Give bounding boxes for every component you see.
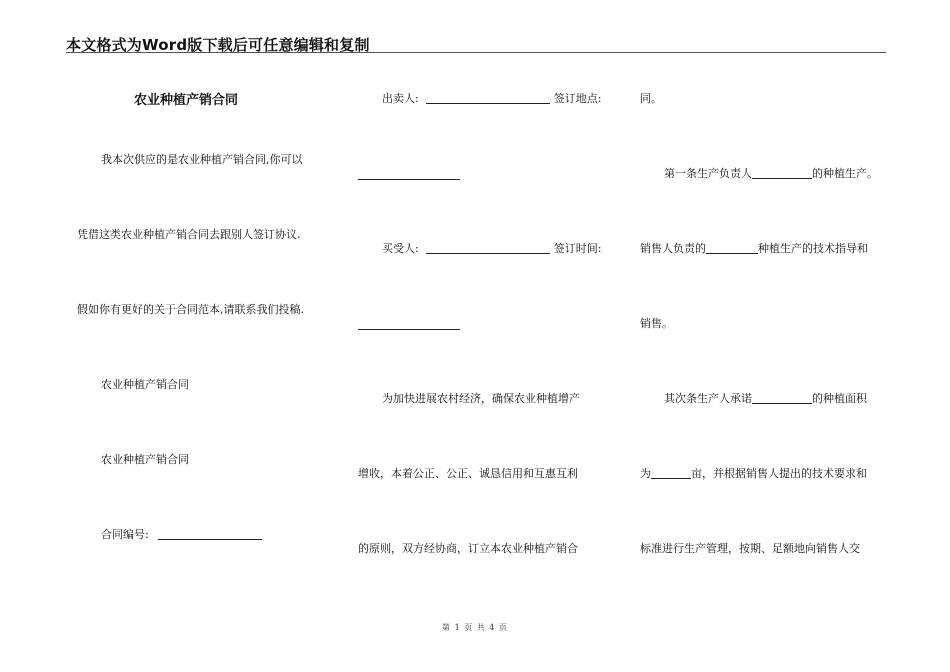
- article-2-text-a: 其次条生产人承诺: [664, 392, 752, 405]
- sign-place-blank: [358, 169, 460, 180]
- intro-line-2: 凭借这类农业种植产销合同去跟别人签订协议.: [77, 228, 301, 241]
- article-1-text-c: 销售人负责的: [640, 242, 706, 255]
- header-divider: [66, 52, 886, 53]
- article-2-text-b: 的种植面积: [812, 392, 867, 405]
- intro-line-1: 我本次供应的是农业种植产销合同,你可以: [101, 153, 303, 166]
- sign-place-blank-line: [358, 168, 460, 182]
- section-heading-2: 农业种植产销合同: [101, 453, 189, 466]
- article-2-blank-2: [651, 468, 691, 479]
- article-1-text-b: 的种植生产。: [812, 167, 878, 180]
- continuation-line: 同。: [640, 92, 662, 105]
- sign-time-blank-line: [358, 318, 460, 332]
- contract-number-label: 合同编号:: [101, 528, 149, 541]
- contract-number-blank: [158, 529, 262, 540]
- article-2-text-d: 亩，并根据销售人提出的技术要求和: [691, 467, 867, 480]
- article-1-line-1: [664, 167, 878, 181]
- article-2-line-2: [640, 467, 867, 481]
- seller-line: [382, 92, 601, 106]
- preamble-line-2: 增收，本着公正、公正、诚恳信用和互惠互利: [358, 467, 578, 480]
- sign-place-label: 签订地点:: [553, 92, 602, 105]
- seller-label: 出卖人:: [382, 92, 419, 105]
- article-1-blank-2: [706, 243, 758, 254]
- buyer-blank: [426, 243, 550, 254]
- preamble-line-1: 为加快进展农村经济，确保农业种植增产: [382, 392, 580, 405]
- contract-title: 农业种植产销合同: [134, 93, 239, 108]
- page-number: 第 1 页 共 4 页: [442, 623, 508, 632]
- sign-time-label: 签订时间:: [553, 242, 602, 255]
- article-2-blank-1: [752, 393, 812, 404]
- article-1-text-d: 种植生产的技术指导和: [758, 242, 868, 255]
- article-2-line-1: [664, 392, 867, 406]
- intro-line-3: 假如你有更好的关于合同范本,请联系我们投稿.: [77, 303, 304, 316]
- contract-number-line: [101, 528, 262, 542]
- buyer-label: 买受人:: [382, 242, 419, 255]
- article-2-text-c: 为: [640, 467, 651, 480]
- seller-blank: [426, 93, 550, 104]
- article-1-line-2: [640, 242, 868, 256]
- article-1-line-3: 销售。: [640, 317, 673, 330]
- document-header: 本文格式为Word版下载后可任意编辑和复制: [66, 36, 370, 54]
- article-1-blank-1: [752, 168, 812, 179]
- buyer-line: [382, 242, 601, 256]
- article-2-line-3: 标准进行生产管理，按期、足额地向销售人交: [640, 542, 860, 555]
- section-heading-1: 农业种植产销合同: [101, 378, 189, 391]
- preamble-line-3: 的原则，双方经协商，订立本农业种植产销合: [358, 542, 578, 555]
- sign-time-blank: [358, 319, 460, 330]
- article-1-text-a: 第一条生产负责人: [664, 167, 752, 180]
